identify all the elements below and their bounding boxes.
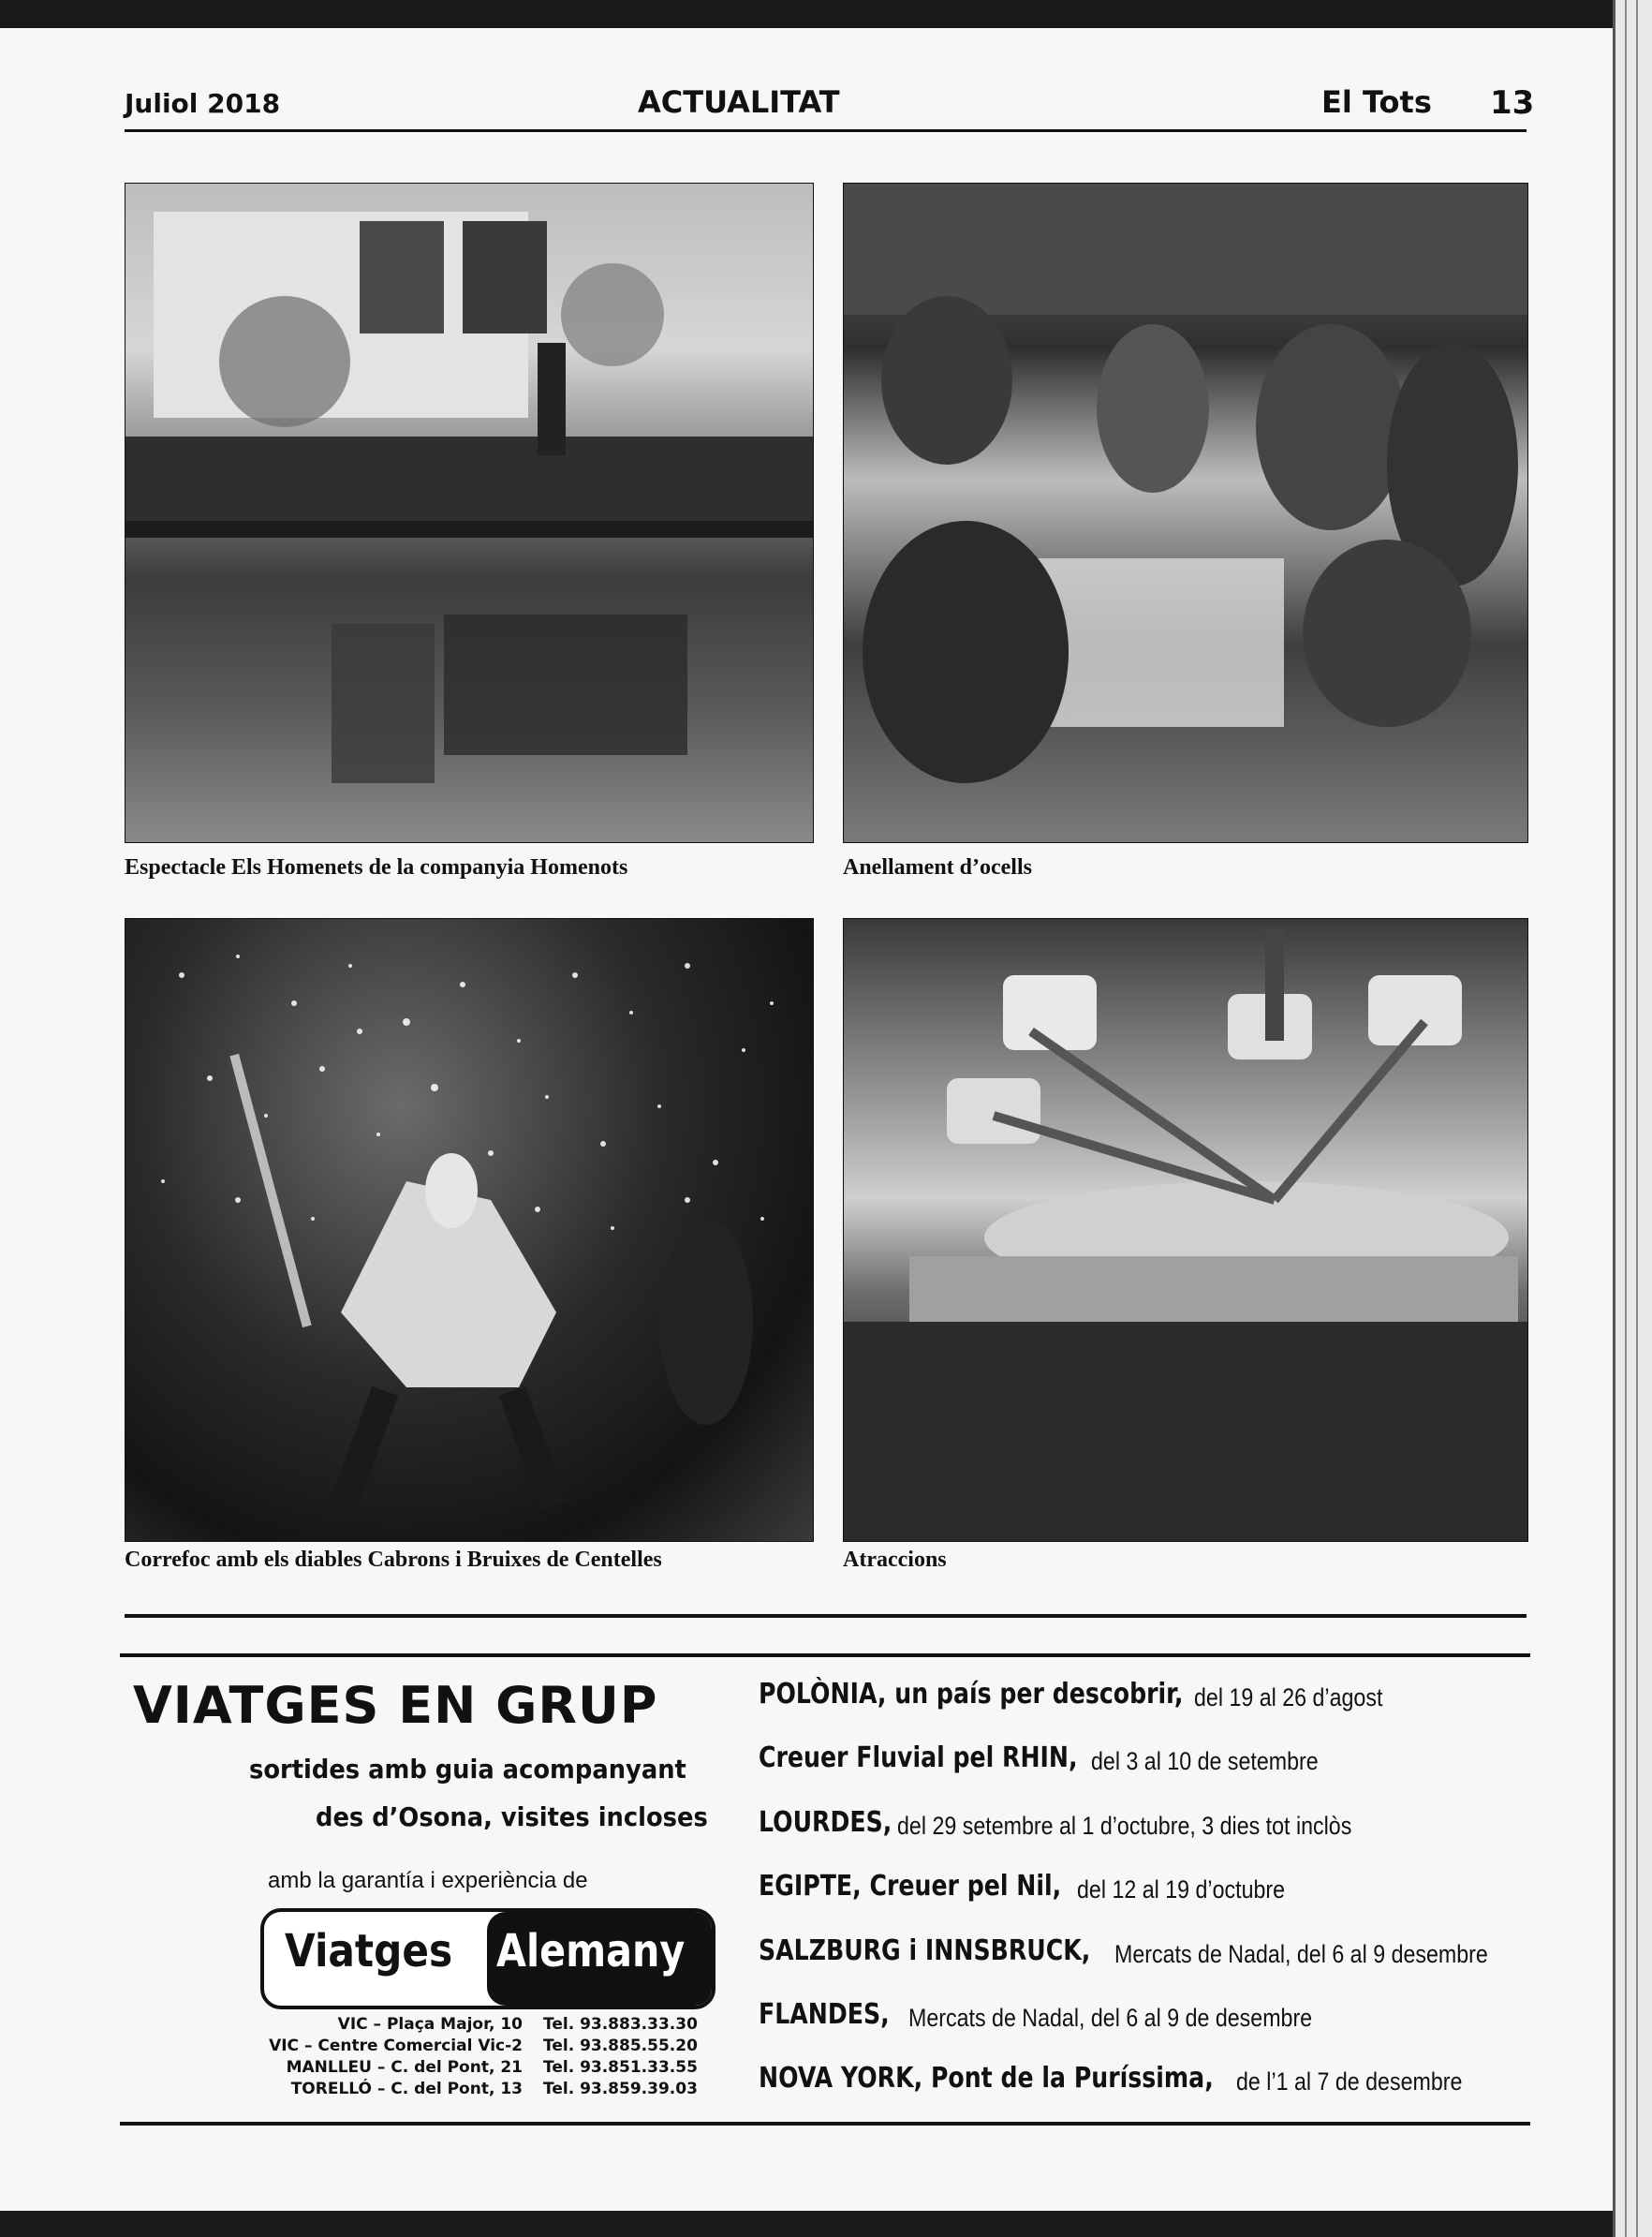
trip-details: de l’1 al 7 de desembre xyxy=(1236,2067,1463,2096)
trip-item xyxy=(759,1934,1527,1998)
trip-item xyxy=(759,2062,1527,2126)
trip-details: del 19 al 26 d’agost xyxy=(1194,1683,1383,1711)
trip-details: Mercats de Nadal, del 6 al 9 desembre xyxy=(1114,1939,1488,1968)
office-location: VIC – Plaça Major, 10 xyxy=(337,2015,523,2034)
photo-correfoc xyxy=(125,918,814,1542)
ad-guarantee-text: amb la garantía i experiència de xyxy=(268,1868,588,1893)
trip-name: POLÒNIA, un país per descobrir, xyxy=(759,1678,1184,1711)
office-location: VIC – Centre Comercial Vic-2 xyxy=(269,2037,523,2055)
office-row xyxy=(269,2037,729,2058)
trip-details: del 29 setembre al 1 d’octubre, 3 dies tot inclòs xyxy=(897,1811,1352,1840)
photo-caption-correfoc: Correfoc amb els diables Cabrons i Bruixes de Centelles xyxy=(125,1548,662,1572)
office-row xyxy=(286,2058,729,2080)
trip-name: SALZBURG i INNSBRUCK, xyxy=(759,1933,1091,1967)
ad-subtitle-line2: des d’Osona, visites incloses xyxy=(316,1801,708,1832)
page-header xyxy=(125,82,1535,132)
trip-name: Creuer Fluvial pel RHIN, xyxy=(759,1741,1078,1775)
office-list xyxy=(269,2015,729,2101)
page-edge xyxy=(1613,0,1652,2237)
trip-item xyxy=(759,1998,1527,2062)
photo-caption-bird-ringing: Anellament d’ocells xyxy=(843,855,1032,880)
section-title: ACTUALITAT xyxy=(638,84,840,120)
trip-item xyxy=(759,1741,1527,1805)
viatges-alemany-logo xyxy=(260,1908,715,2009)
office-location: MANLLEU – C. del Pont, 21 xyxy=(286,2058,523,2077)
office-phone: Tel. 93.883.33.30 xyxy=(543,2015,698,2034)
photo-bird-ringing xyxy=(843,183,1528,843)
trip-details: del 3 al 10 de setembre xyxy=(1091,1747,1319,1776)
section-divider xyxy=(125,1614,1527,1618)
ad-subtitle-line1: sortides amb guia acompanyant xyxy=(249,1754,686,1785)
photo-caption-stage: Espectacle Els Homenets de la companyia Homenots xyxy=(125,855,628,880)
issue-date: Juliol 2018 xyxy=(125,88,281,119)
office-phone: Tel. 93.851.33.55 xyxy=(543,2058,698,2077)
photo-fair-ride xyxy=(843,918,1528,1542)
logo-text-right: Alemany xyxy=(496,1925,686,1978)
trip-name: FLANDES, xyxy=(759,1997,890,2031)
travel-advertisement xyxy=(120,1653,1530,2126)
office-phone: Tel. 93.885.55.20 xyxy=(543,2037,698,2055)
photo-stage-performance xyxy=(125,183,814,843)
logo-text-left: Viatges xyxy=(285,1925,453,1978)
trip-item xyxy=(759,1678,1527,1741)
trip-item xyxy=(759,1806,1527,1870)
logo-dark-panel xyxy=(487,1912,712,2006)
ad-title: VIATGES EN GRUP xyxy=(133,1676,658,1735)
office-location: TORELLÓ – C. del Pont, 13 xyxy=(290,2080,523,2098)
page-number: 13 xyxy=(1490,84,1535,122)
trip-name: NOVA YORK, Pont de la Puríssima, xyxy=(759,2062,1214,2096)
trip-name: LOURDES, xyxy=(759,1805,892,1839)
trip-details: del 12 al 19 d’octubre xyxy=(1077,1875,1286,1904)
publication-name: El Tots xyxy=(1321,84,1432,120)
office-row xyxy=(290,2080,729,2101)
trip-item xyxy=(759,1870,1527,1933)
trip-details: Mercats de Nadal, del 6 al 9 de desembre xyxy=(908,2003,1313,2032)
office-phone: Tel. 93.859.39.03 xyxy=(543,2080,698,2098)
trip-list xyxy=(759,1678,1527,2126)
photo-caption-fair-ride: Atraccions xyxy=(843,1548,947,1572)
office-row xyxy=(298,2015,729,2037)
trip-name: EGIPTE, Creuer pel Nil, xyxy=(759,1870,1062,1904)
